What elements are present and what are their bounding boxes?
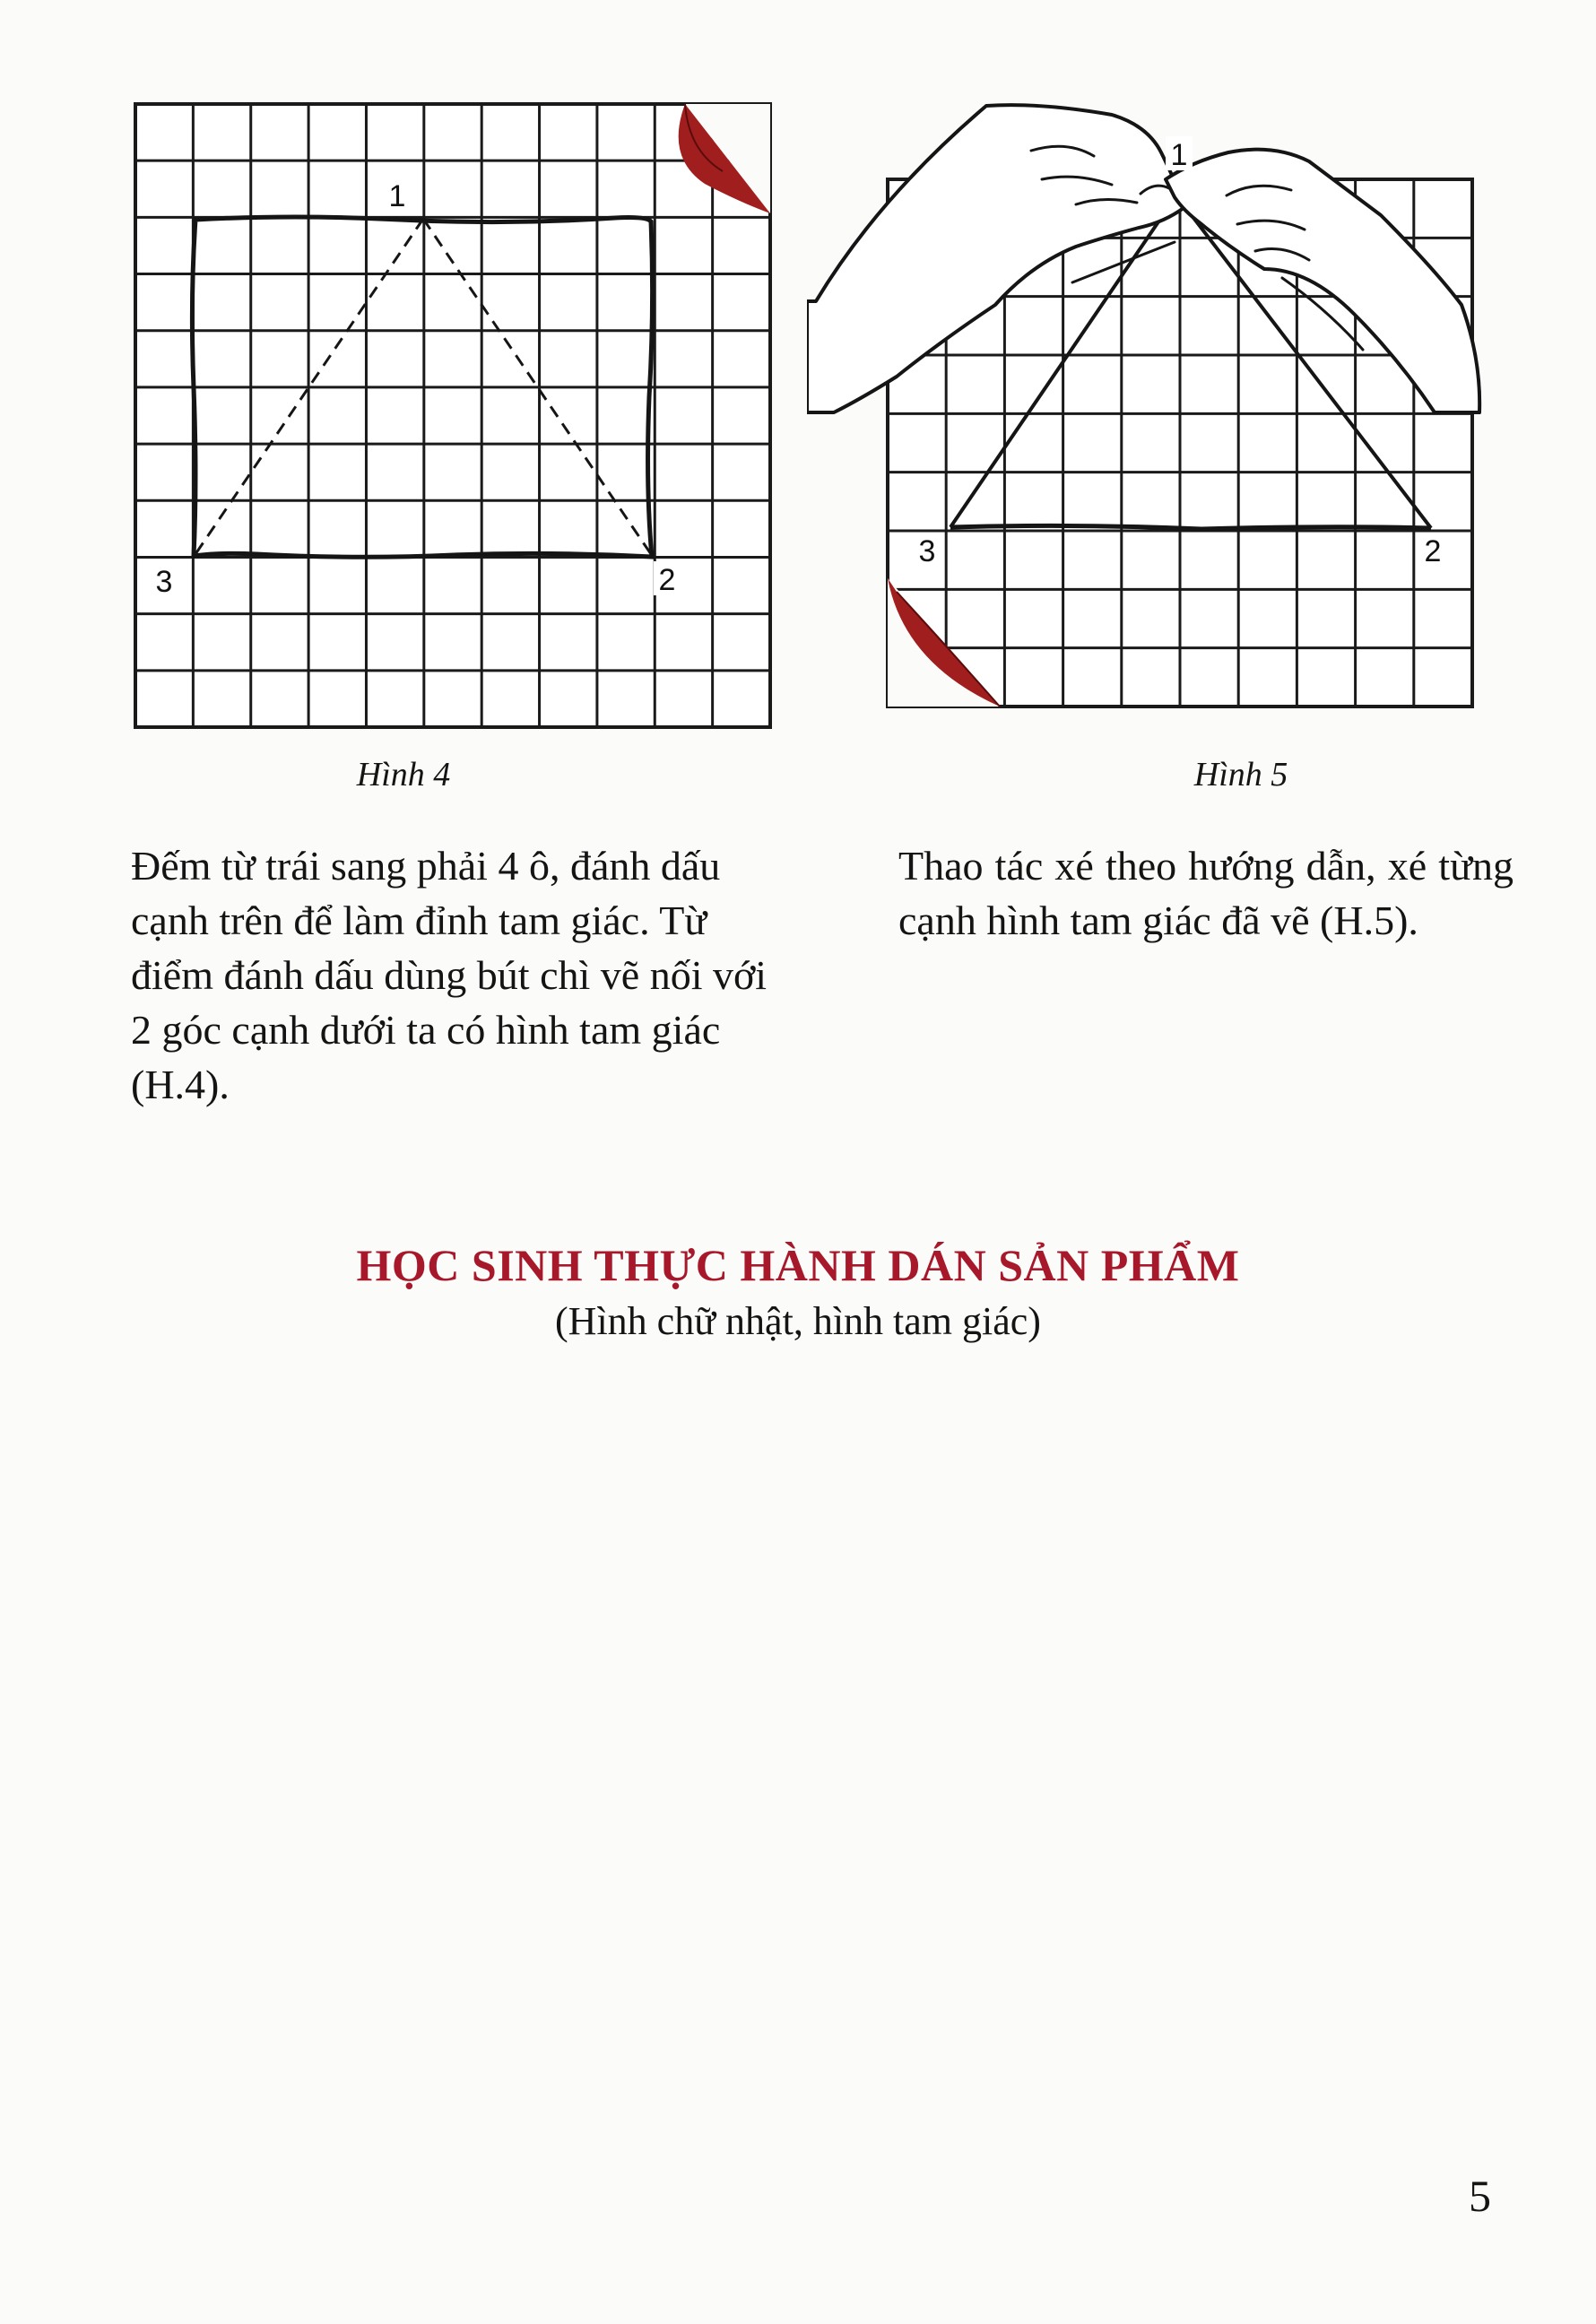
section-subheading: (Hình chữ nhật, hình tam giác) <box>555 1299 1041 1343</box>
figure-5-point-1: 1 <box>1170 138 1188 172</box>
figure-4-caption: Hình 4 <box>356 756 451 793</box>
figure-4-point-2: 2 <box>658 563 676 597</box>
figure-5-drawing <box>807 90 1488 717</box>
figure-5 <box>807 90 1488 717</box>
figure-5-point-3: 3 <box>918 534 936 568</box>
figure-5-caption: Hình 5 <box>1193 756 1288 793</box>
instruction-paragraph-right: Thao tác xé theo hướng dẫn, xé từng cạnh hình tam giác đã vẽ (H.5). <box>898 843 1514 943</box>
figure-4 <box>131 101 776 733</box>
instruction-paragraph-left: Đếm từ trái sang phải 4 ô, đánh dấu cạnh trên để làm đỉnh tam giác. Từ điểm đánh dấu dùng bút chì vẽ nối với 2 góc cạnh dưới ta có hình tam giác (H.4). <box>131 843 768 1107</box>
figure-4-drawing <box>131 101 776 733</box>
figure-4-point-3: 3 <box>155 565 173 599</box>
figure-5-point-2: 2 <box>1424 534 1442 568</box>
section-heading: HỌC SINH THỰC HÀNH DÁN SẢN PHẨM <box>356 1240 1240 1290</box>
figure-4-point-1: 1 <box>388 179 406 213</box>
page-number: 5 <box>1469 2171 1491 2221</box>
